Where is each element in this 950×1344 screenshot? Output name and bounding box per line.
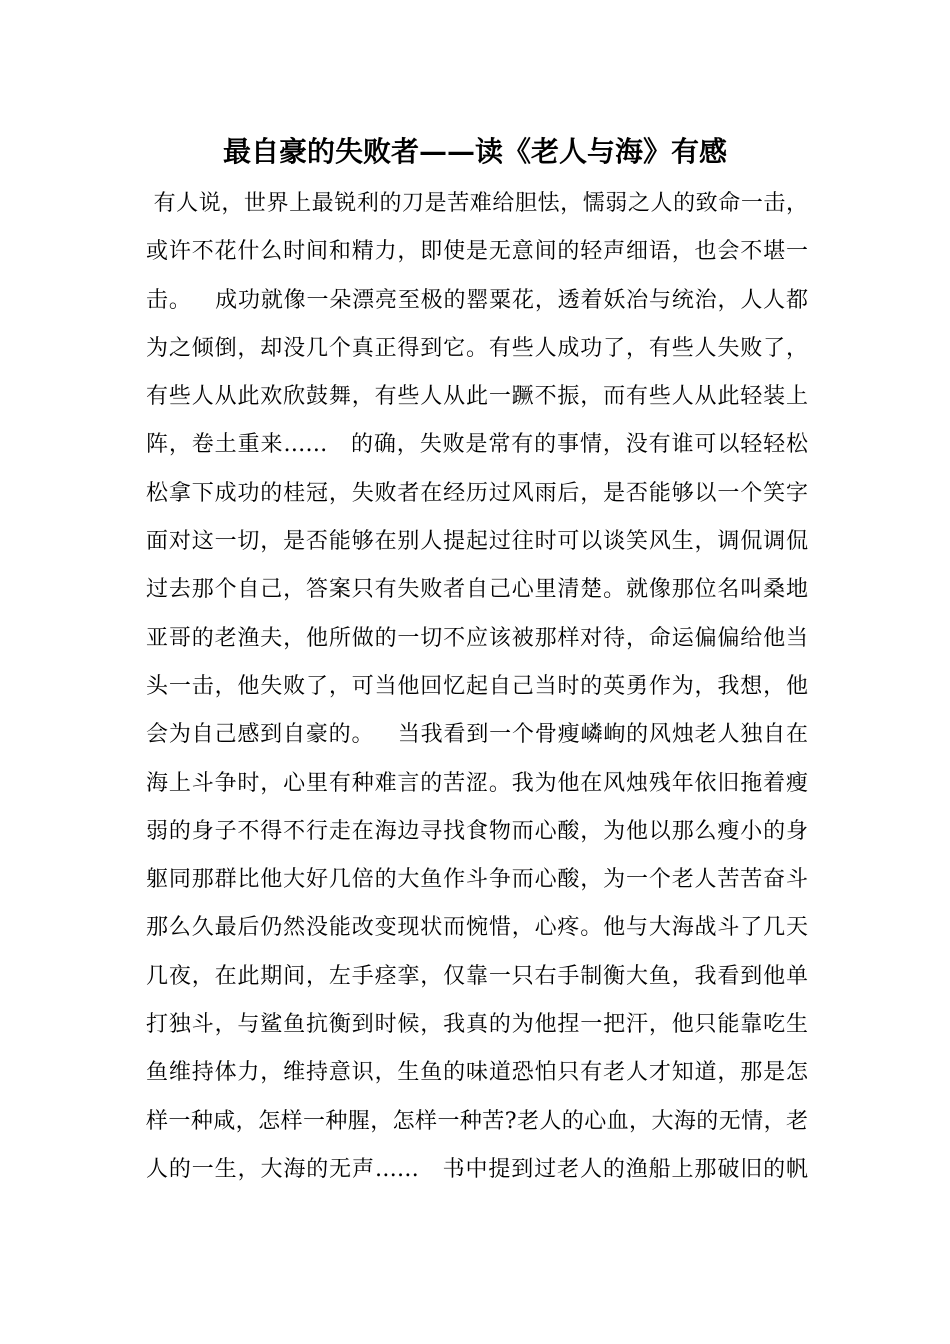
body-line: 几夜，在此期间，左手痉挛，仅靠一只右手制衡大鱼，我看到他单 [146,963,808,989]
body-line: 样一种咸，怎样一种腥，怎样一种苦?老人的心血，大海的无情，老 [146,1108,808,1134]
body-line: 海上斗争时，心里有种难言的苦涩。我为他在风烛残年依旧拖着瘦 [146,770,808,796]
body-line: 会为自己感到自豪的。 当我看到一个骨瘦嶙峋的风烛老人独自在 [146,722,808,748]
body-line: 为之倾倒，却没几个真正得到它。有些人成功了，有些人失败了， [146,335,808,361]
body-line: 面对这一切，是否能够在别人提起过往时可以谈笑风生，调侃调侃 [146,529,808,555]
body-line: 有些人从此欢欣鼓舞，有些人从此一蹶不振，而有些人从此轻装上 [146,384,808,410]
body-line: 过去那个自己，答案只有失败者自己心里清楚。就像那位名叫桑地 [146,577,808,603]
body-line: 人的一生，大海的无声…… 书中提到过老人的渔船上那破旧的帆 [146,1156,808,1182]
body-line: 亚哥的老渔夫，他所做的一切不应该被那样对待，命运偏偏给他当 [146,625,808,651]
document-body [146,180,808,1194]
body-line: 鱼维持体力，维持意识，生鱼的味道恐怕只有老人才知道，那是怎 [146,1060,808,1086]
body-line: 弱的身子不得不行走在海边寻找食物而心酸，为他以那么瘦小的身 [146,818,808,844]
document-title: 最自豪的失败者——读《老人与海》有感 [222,135,727,168]
body-line: 那么久最后仍然没能改变现状而惋惜，心疼。他与大海战斗了几天 [146,915,808,941]
body-line: 或许不花什么时间和精力，即使是无意间的轻声细语，也会不堪一 [146,239,808,265]
body-line: 打独斗，与鲨鱼抗衡到时候，我真的为他捏一把汗，他只能靠吃生 [146,1012,808,1038]
body-line: 有人说，世界上最锐利的刀是苦难给胆怯，懦弱之人的致命一击， [146,191,808,216]
body-line: 躯同那群比他大好几倍的大鱼作斗争而心酸，为一个老人苦苦奋斗 [146,867,808,893]
body-line: 头一击，他失败了，可当他回忆起自己当时的英勇作为，我想，他 [146,673,808,699]
body-line: 阵，卷土重来…… 的确，失败是常有的事情，没有谁可以轻轻松 [146,432,808,458]
body-line: 松拿下成功的桂冠，失败者在经历过风雨后，是否能够以一个笑字 [146,480,808,506]
body-line: 击。 成功就像一朵漂亮至极的罂粟花，透着妖冶与统治，人人都 [146,287,808,313]
